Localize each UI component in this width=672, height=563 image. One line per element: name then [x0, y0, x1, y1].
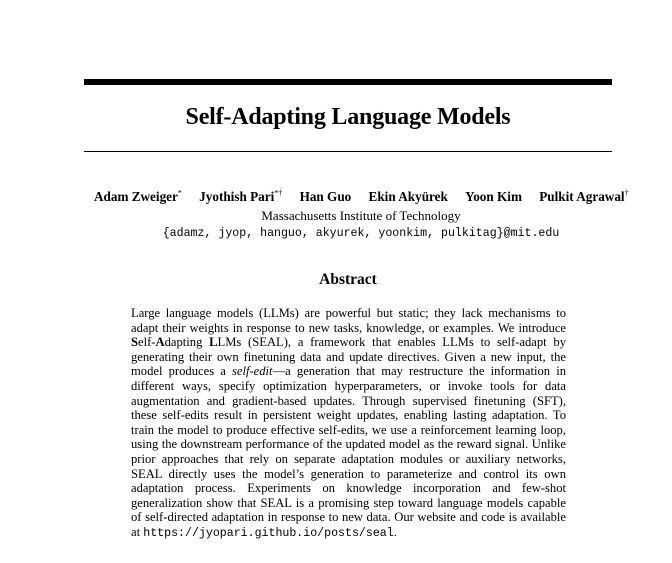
paper-title: Self-Adapting Language Models: [185, 104, 511, 130]
author: Han Guo: [299, 189, 352, 204]
author: Ekin Akyürek: [368, 189, 448, 204]
affiliation: Massachusetts Institute of Technology: [261, 208, 461, 223]
title-top-rule: [84, 79, 612, 85]
author: Pulkit Agrawal†: [539, 188, 629, 204]
abstract-heading: Abstract: [319, 271, 377, 288]
project-url[interactable]: https://jyopari.github.io/posts/seal: [143, 526, 394, 540]
author: Yoon Kim: [465, 189, 522, 204]
author-emails: {adamz, jyop, hanguo, akyurek, yoonkim, pulkitag}@mit.edu: [162, 227, 560, 240]
author: Jyothish Pari*†: [199, 188, 283, 204]
title-bottom-rule: [84, 151, 612, 152]
author-list: [94, 189, 634, 205]
abstract-text: Large language models (LLMs) are powerful but static; they lack mechanisms to adapt their weights in response to new tasks, knowledge, or examples. We introduce Self-Adapting LLMs (SEAL), a framework that enables LLMs to self-adapt by generating their own finetuning data and update directives. Given a new input, the model produces a self-edit—a generation that may restructure the information in different ways, specify optimization hyperparameters, or invoke tools for data augmentation and gradient-based updates. Through supervised finetuning (SFT), these self-edits result in persistent weight updates, enabling lasting adaptation. To train the model to produce effective self-edits, we use a reinforcement learning loop, using the downstream performance of the updated model as the reward signal. Unlike prior approaches that rely on separate adaptation modules or auxiliary networks, SEAL directly uses the model’s generation to parameterize and control its own adaptation process. Experiments on knowledge incorporation and few-shot generalization show that SEAL is a promising step toward language models capable of self-directed adaptation in response to new data. Our website and code is available at https://jyopari.github.io/posts/seal.: [131, 306, 566, 540]
author: Adam Zweiger*: [94, 188, 182, 204]
